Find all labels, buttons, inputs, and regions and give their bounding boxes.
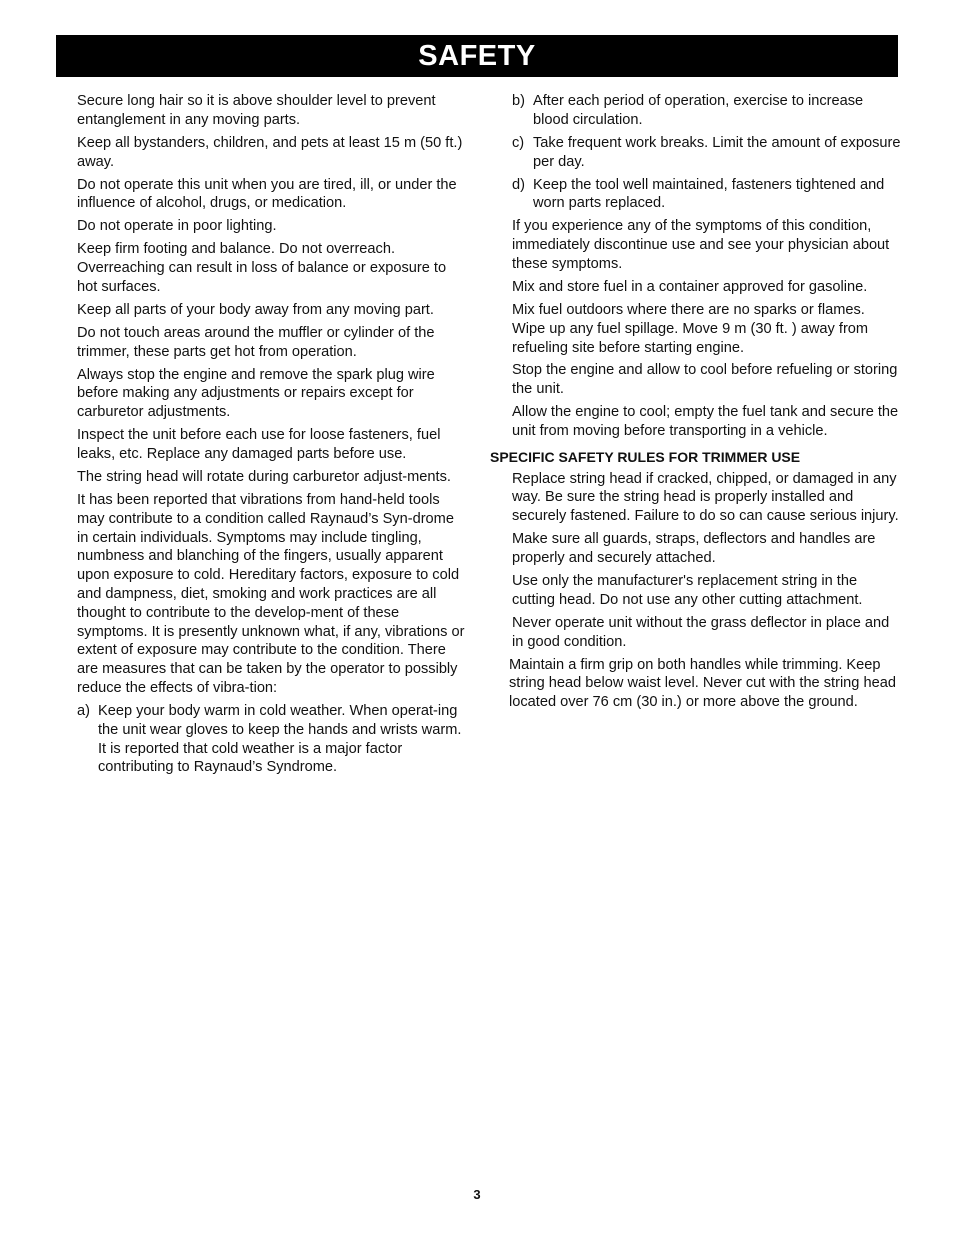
safety-paragraph: Allow the engine to cool; empty the fuel tank and secure the unit from moving before transporting in a vehicle. <box>512 404 899 440</box>
trimmer-rule: Make sure all guards, straps, deflectors and handles are properly and securely attached. <box>512 531 876 567</box>
safety-paragraph: Do not operate this unit when you are tired, ill, or under the influence of alcohol, drugs, or medication. <box>77 176 457 212</box>
page-title: SAFETY <box>418 40 536 72</box>
list-item-d <box>512 176 902 214</box>
list-item-text: Take frequent work breaks. Limit the amount of exposure per day. <box>533 134 901 170</box>
list-item-text: Keep your body warm in cold weather. When operat-ing the unit wear gloves to keep the hands and wrists warm. It is reported that cold weather is a major factor contributing to Raynaud’s Syndrome. <box>98 702 462 776</box>
trimmer-rule: Never operate unit without the grass deflector in place and in good condition. <box>512 614 890 650</box>
safety-paragraph: Keep firm footing and balance. Do not overreach. Overreaching can result in loss of balance or exposure to hot surfaces. <box>77 241 447 295</box>
right-column <box>490 92 902 716</box>
list-marker: a) <box>77 702 90 719</box>
trimmer-rule: Maintain a firm grip on both handles while trimming. Keep string head below waist level. Never cut with the string head located over 76 cm (30 in.) or more above the ground. <box>509 656 896 711</box>
page-header-bar <box>56 35 898 77</box>
trimmer-rule: Replace string head if cracked, chipped, or damaged in any way. Be sure the string head is properly installed and securely fastened. Failure to do so can cause serious injury. <box>512 470 899 525</box>
safety-paragraph: Mix and store fuel in a container approved for gasoline. <box>512 278 868 295</box>
list-marker: b) <box>512 93 525 109</box>
safety-paragraph: Always stop the engine and remove the spark plug wire before making any adjustments or repairs except for carburetor adjustments. <box>77 366 435 421</box>
list-marker: d) <box>512 176 525 193</box>
safety-paragraph: Do not touch areas around the muffler or cylinder of the trimmer, these parts get hot from operation. <box>77 324 435 360</box>
safety-paragraph: Keep all parts of your body away from any moving part. <box>77 301 434 318</box>
safety-paragraph: Mix fuel outdoors where there are no sparks or flames. Wipe up any fuel spillage. Move 9 m (30 ft. ) away from refueling site before starting engine. <box>512 301 869 356</box>
left-column <box>77 92 465 781</box>
raynaud-paragraph: It has been reported that vibrations from hand-held tools may contribute to a condition called Raynaud’s Syn-drome in certain individuals. Symptoms may include tingling, numbness and blanching of the fingers, usually apparent upon exposure to cold. Hereditary factors, exposure to cold and dampness, diet, smoking and work practices are all thought to contribute to the develop-ment of these symptoms. It is presently unknown what, if any, vibrations or extent of exposure may contribute to the condition. There are measures that can be taken by the operator to possibly reduce the effects of vibra-tion: <box>77 492 465 696</box>
safety-paragraph: Stop the engine and allow to cool before refueling or storing the unit. <box>512 362 898 398</box>
list-item-text: After each period of operation, exercise to increase blood circulation. <box>533 93 864 128</box>
list-item-b <box>512 92 902 130</box>
section-heading: SPECIFIC SAFETY RULES FOR TRIMMER USE <box>490 448 801 465</box>
safety-paragraph: The string head will rotate during carburetor adjust-ments. <box>77 469 451 486</box>
list-item-a <box>77 702 465 777</box>
list-item-text: Keep the tool well maintained, fasteners tightened and worn parts replaced. <box>533 176 885 212</box>
page-number: 3 <box>473 1187 481 1202</box>
list-item-c <box>512 134 902 172</box>
safety-paragraph: If you experience any of the symptoms of this condition, immediately discontinue use and see your physician about these symptoms. <box>512 218 890 272</box>
safety-paragraph: Secure long hair so it is above shoulder level to prevent entanglement in any moving parts. <box>77 93 436 128</box>
safety-paragraph: Do not operate in poor lighting. <box>77 218 277 235</box>
safety-paragraph: Keep all bystanders, children, and pets at least 15 m (50 ft.) away. <box>77 134 463 170</box>
safety-paragraph: Inspect the unit before each use for loose fasteners, fuel leaks, etc. Replace any damaged parts before use. <box>77 427 441 463</box>
list-marker: c) <box>512 134 525 151</box>
trimmer-rule: Use only the manufacturer's replacement string in the cutting head. Do not use any other cutting attachment. <box>512 573 863 608</box>
